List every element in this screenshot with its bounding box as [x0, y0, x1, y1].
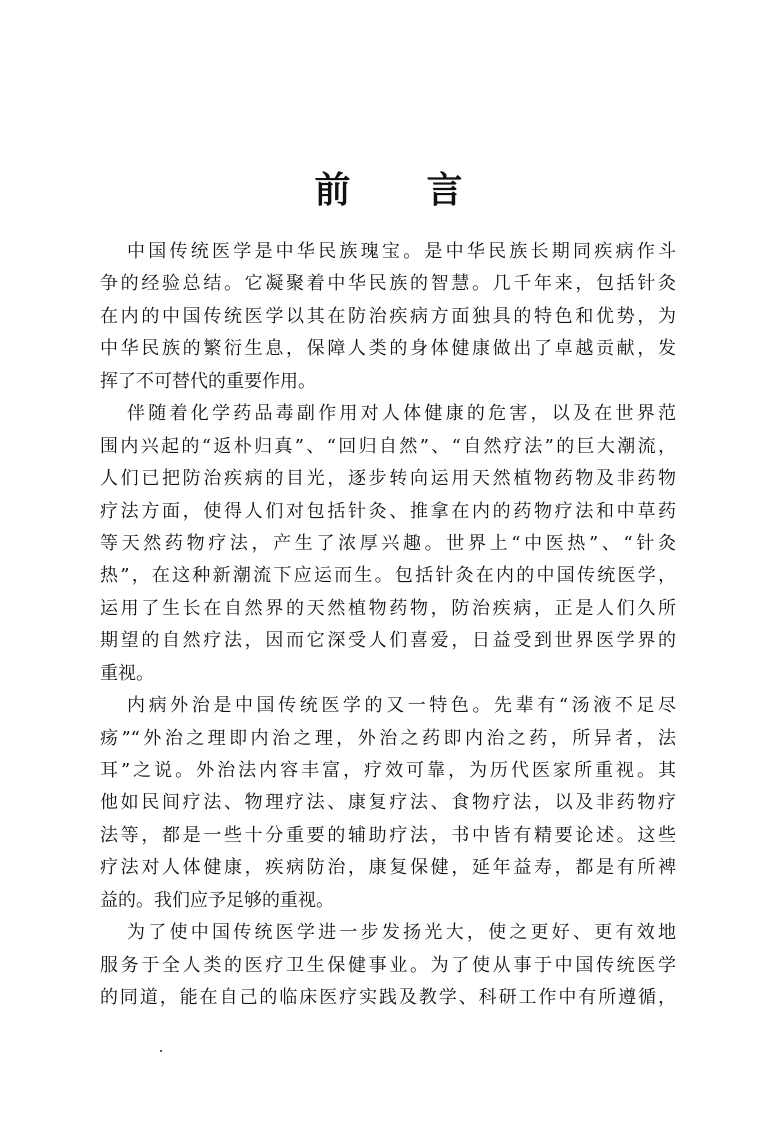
- text-line: 的同道，能在自己的临床医疗实践及教学、科研工作中有所遵循，: [100, 987, 676, 1009]
- page-title: [0, 162, 777, 213]
- text-line: 耳”之说。外治法内容丰富，疗效可靠，为历代医家所重视。其: [100, 760, 676, 781]
- text-line: 中华民族的繁衍生息，保障人类的身体健康做出了卓越贡献，发: [100, 338, 676, 360]
- title-char: 言: [426, 170, 463, 211]
- text-line: 伴随着化学药品毒副作用对人体健康的危害，以及在世界范: [127, 403, 676, 425]
- text-line: 疗法方面，使得人们对包括针灸、推拿在内的药物疗法和中草药: [100, 500, 676, 522]
- title-char: 前: [314, 170, 351, 211]
- text-line: 热”，在这种新潮流下应运而生。包括针灸在内的中国传统医学，: [100, 565, 676, 587]
- text-line: 围内兴起的“返朴归真”、“回归自然”、“自然疗法”的巨大潮流，: [100, 435, 676, 457]
- text-line: 中国传统医学是中华民族瑰宝。是中华民族长期同疾病作斗: [127, 241, 676, 262]
- text-line: 期望的自然疗法，因而它深受人们喜爱，日益受到世界医学界的: [100, 630, 676, 652]
- text-line: 挥了不可替代的重要作用。: [100, 370, 316, 392]
- text-line: 争的经验总结。它凝聚着中华民族的智慧。几千年来，包括针灸: [100, 273, 676, 295]
- text-line: 疗法对人体健康，疾病防治，康复保健，延年益寿，都是有所裨: [100, 857, 676, 879]
- text-line: 内病外治是中国传统医学的又一特色。先辈有“汤液不足尽: [127, 695, 676, 717]
- text-line: 服务于全人类的医疗卫生保健事业。为了使从事于中国传统医学: [100, 954, 676, 976]
- text-line: 他如民间疗法、物理疗法、康复疗法、食物疗法，以及非药物疗: [100, 792, 676, 814]
- text-line: 益的。我们应予足够的重视。: [100, 889, 334, 911]
- text-line: 重视。: [100, 662, 154, 684]
- text-line: 疡”“外治之理即内治之理，外治之药即内治之药，所异者，法: [100, 727, 676, 749]
- scan-speck: [160, 1050, 162, 1052]
- text-line: 在内的中国传统医学以其在防治疾病方面独具的特色和优势，为: [100, 305, 676, 327]
- text-line: 法等，都是一些十分重要的辅助疗法，书中皆有精要论述。这些: [100, 824, 676, 846]
- text-line: 运用了生长在自然界的天然植物药物，防治疾病，正是人们久所: [100, 597, 676, 619]
- text-line: 为了使中国传统医学进一步发扬光大，使之更好、更有效地: [127, 922, 676, 944]
- preface-body: [100, 236, 676, 1015]
- text-line: 等天然药物疗法，产生了浓厚兴趣。世界上“中医热”、“针灸: [100, 532, 676, 554]
- text-line: 人们已把防治疾病的目光，逐步转向运用天然植物药物及非药物: [100, 468, 676, 490]
